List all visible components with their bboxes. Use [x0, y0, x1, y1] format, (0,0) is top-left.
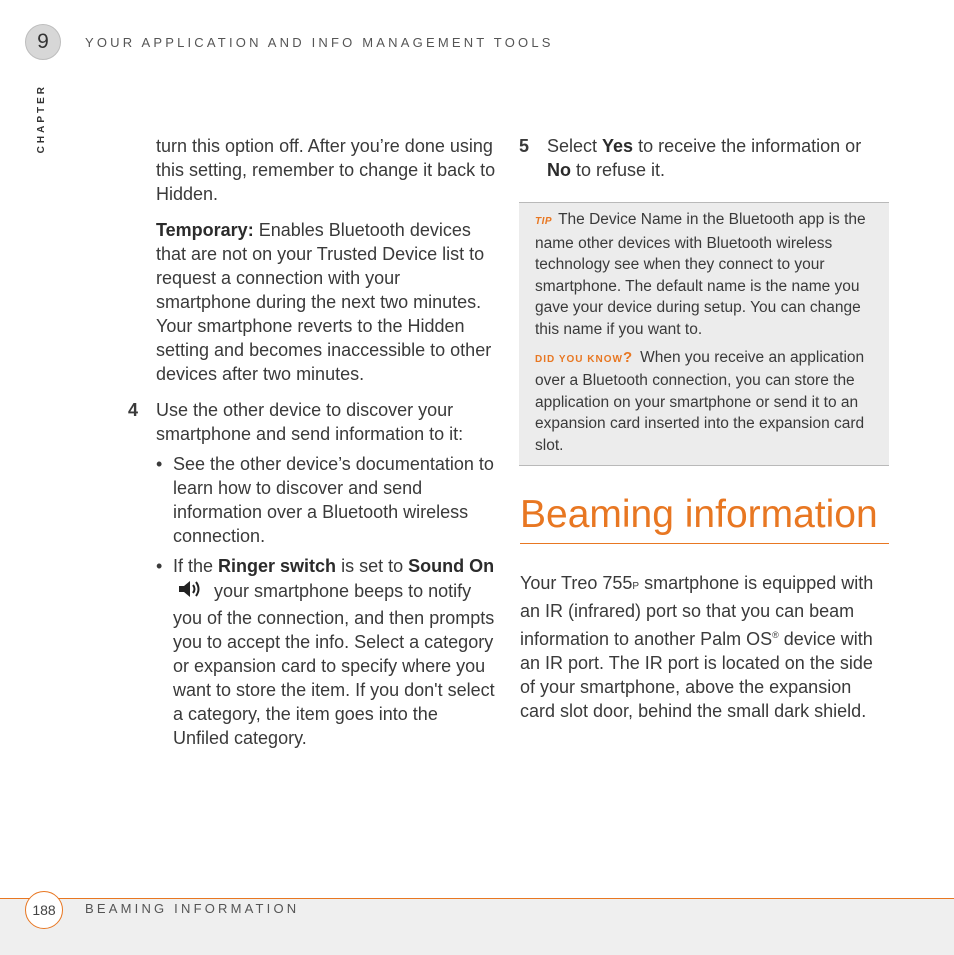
bullet-dot: • [156, 556, 163, 576]
text-run: your smartphone beeps to notify you of the connection, and then prompts you to accept the info. Select a category or expansion card to specify where you want to store the item. If you don't select a category, the item goes into the Unfiled category. [173, 580, 495, 748]
step-text: Use the other device to discover your smartphone and send information to it: [156, 400, 464, 444]
step-4 [128, 398, 498, 446]
left-column [128, 134, 498, 750]
temporary-text: Enables Bluetooth devices that are not on your Trusted Device list to request a connection with your smartphone during the next two minutes. Your smartphone reverts to the Hidden setting and becomes inaccessible to other devices after two minutes. [156, 220, 492, 384]
ringer-switch-term: Ringer switch [218, 556, 337, 576]
text-run: Your Treo 755 [520, 573, 633, 593]
right-column [519, 134, 889, 466]
beaming-paragraph [520, 571, 890, 723]
text-run: smartphone is equipped with an IR (infrared) port so that you can beam information to another Palm OS [520, 573, 874, 649]
bullet-text [173, 554, 498, 750]
step-text [547, 134, 889, 182]
text-run: is set to [336, 556, 409, 576]
temporary-label: Temporary: [156, 220, 254, 240]
step-5 [519, 134, 889, 182]
text-run: device with an IR port. The IR port is located on the side of your smartphone, above the expansion card slot door, behind the small dark shield. [520, 629, 873, 721]
temporary-paragraph [128, 218, 498, 386]
did-you-know-label: DID YOU KNOW [535, 353, 623, 365]
bullet-dot: • [156, 454, 163, 474]
no-term: No [547, 160, 571, 180]
model-suffix: P [632, 581, 640, 592]
text-run: Select [547, 136, 603, 156]
sound-on-term: Sound On [408, 556, 495, 576]
continuation-paragraph: turn this option off. After you’re done using this setting, remember to change it back to Hidden. [156, 136, 496, 204]
tip-box [519, 202, 889, 466]
speaker-icon [177, 578, 203, 606]
bullet-item [128, 554, 498, 750]
bullet-text: See the other device’s documentation to learn how to discover and send information over a Bluetooth wireless connection. [173, 454, 494, 546]
did-you-know-mark: ? [622, 348, 633, 366]
did-you-know-text: When you receive an application over a Bluetooth connection, you can store the application on your smartphone or send it to an expansion card inserted into the expansion card slot. [535, 348, 865, 454]
chapter-label: CHAPTER [36, 84, 47, 154]
tip-label: TIP [535, 216, 553, 227]
page-number: 188 [25, 891, 63, 929]
section-title: Beaming information [520, 490, 889, 544]
footer-running-text: BEAMING INFORMATION [85, 901, 300, 916]
chapter-number-badge: 9 [25, 24, 61, 60]
did-you-know-paragraph [535, 347, 875, 457]
text-run: If the [173, 556, 219, 576]
tip-paragraph [535, 209, 875, 341]
bullet-item [128, 452, 498, 548]
text-run: to refuse it. [571, 160, 666, 180]
step-number: 5 [519, 136, 530, 156]
tip-text: The Device Name in the Bluetooth app is the name other devices with Bluetooth wireless technology see when they connect to your smartphone. The default name is the name you gave your device during setup. You can change this name if you want to. [535, 211, 866, 338]
running-head: YOUR APPLICATION AND INFO MANAGEMENT TOOLS [85, 35, 554, 50]
registered-mark: ® [772, 630, 779, 640]
text-run: to receive the information or [633, 136, 862, 156]
yes-term: Yes [602, 136, 634, 156]
step-number: 4 [128, 400, 139, 420]
